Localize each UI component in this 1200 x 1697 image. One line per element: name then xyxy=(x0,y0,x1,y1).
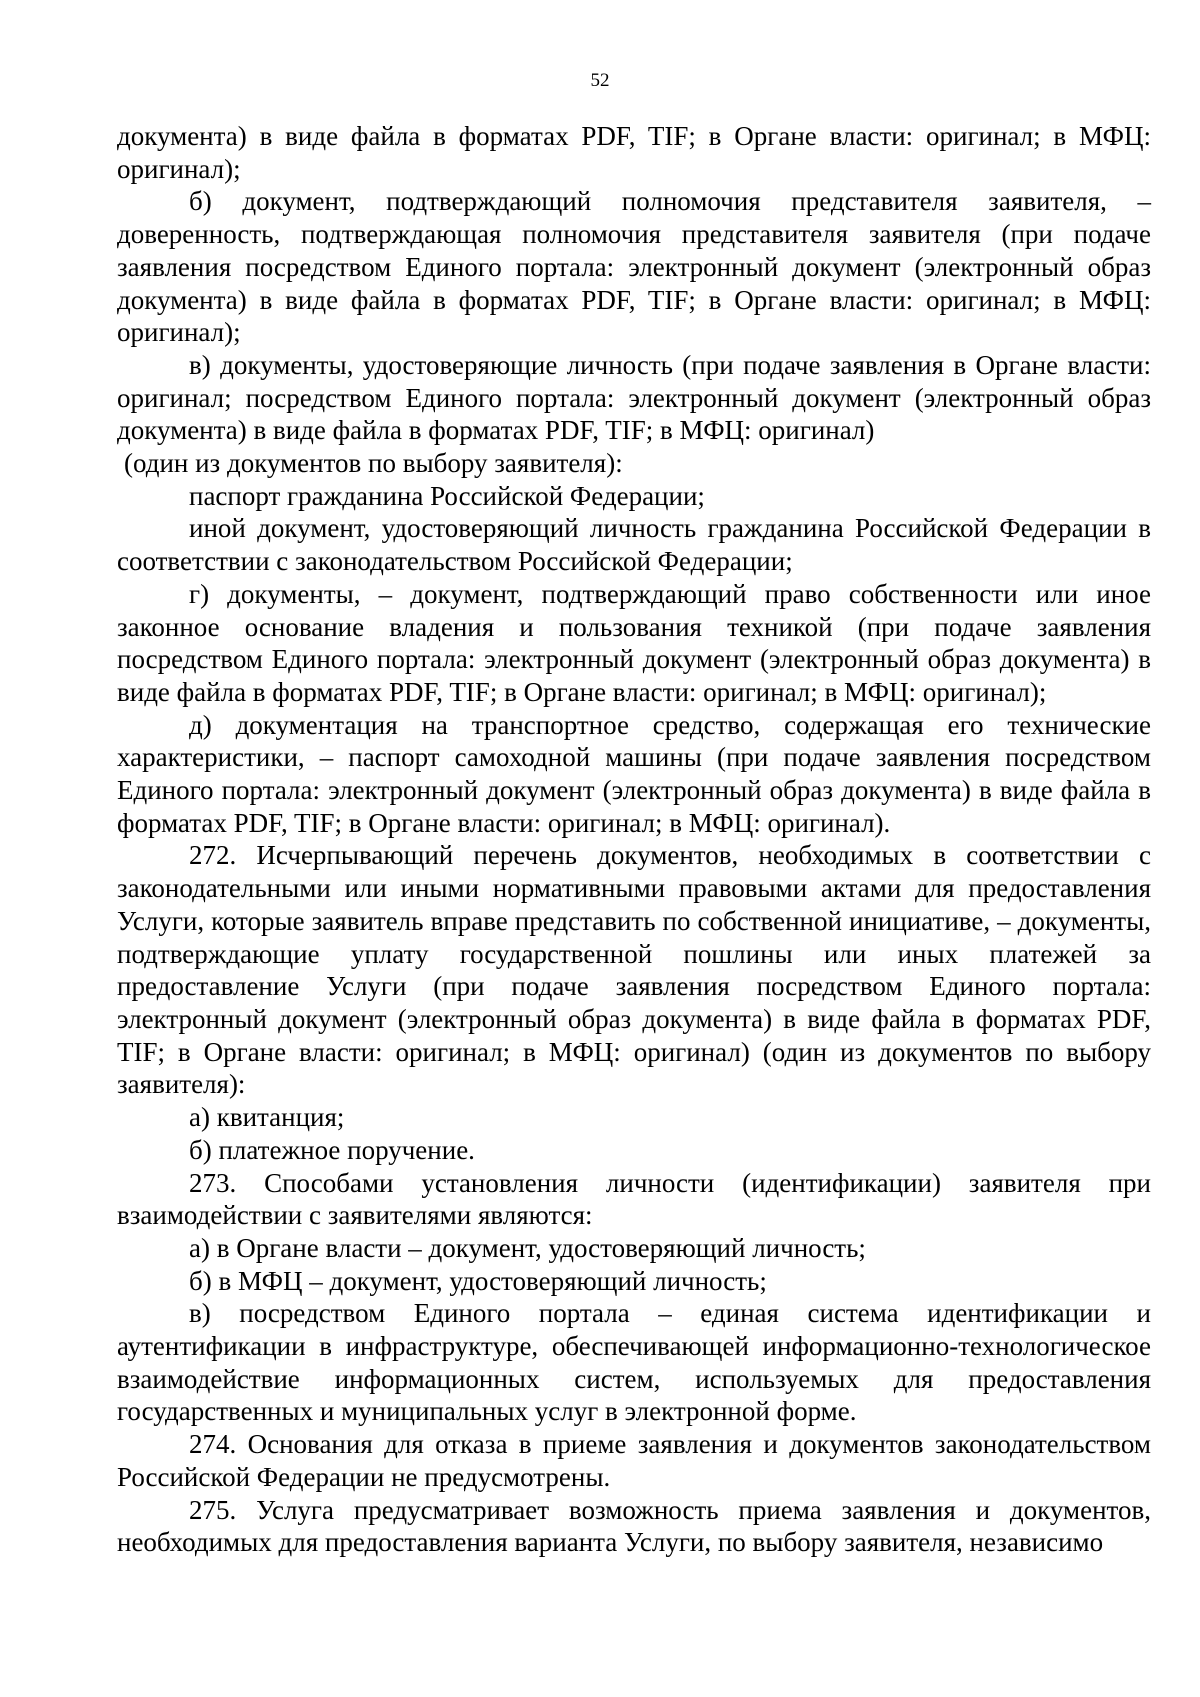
paragraph-item-d-vehicle: д) документация на транспортное средство, содержащая его технические характеристики, – паспорт самоходной машины (при подаче заявления посредством Единого портала: электронный документ (электронный образ документа) в виде файла в форматах PDF, TIF; в Органе власти: оригинал; в МФЦ: оригинал). xyxy=(117,709,1151,838)
document-body xyxy=(117,120,1151,1559)
paragraph-273: 273. Способами установления личности (идентификации) заявителя при взаимодействии с заявителями являются: xyxy=(117,1167,1151,1231)
paragraph-other-document: иной документ, удостоверяющий личность гражданина Российской Федерации в соответствии с законодательством Российской Федерации; xyxy=(117,513,1151,577)
paragraph-273-a: а) в Органе власти – документ, удостоверяющий личность; xyxy=(189,1232,866,1263)
paragraph-receipt: а) квитанция; xyxy=(189,1102,345,1133)
paragraph-273-b: б) в МФЦ – документ, удостоверяющий личность; xyxy=(189,1265,767,1296)
paragraph-item-b-representative: б) документ, подтверждающий полномочия представителя заявителя, – доверенность, подтверждающая полномочия представителя заявителя (при подаче заявления посредством Единого портала: электронный документ (электронный образ документа) в виде файла в форматах PDF, TIF; в Органе власти: оригинал; в МФЦ: оригинал); xyxy=(117,186,1151,348)
paragraph-item-v-identity: в) документы, удостоверяющие личность (при подаче заявления в Органе власти: оригинал; посредством Единого портала: электронный документ (электронный образ документа) в виде файла в форматах PDF, TIF; в МФЦ: оригинал) xyxy=(117,349,1151,446)
paragraph-passport: паспорт гражданина Российской Федерации; xyxy=(189,480,705,511)
paragraph-payment-order: б) платежное поручение. xyxy=(189,1134,475,1165)
paragraph-choice-note: (один из документов по выбору заявителя): xyxy=(124,448,623,479)
paragraph-item-g-ownership: г) документы, – документ, подтверждающий право собственности или иное законное основание владения и пользования техникой (при подаче заявления посредством Единого портала: электронный документ (электронный образ документа) в виде файла в форматах PDF, TIF; в Органе власти: оригинал; в МФЦ: оригинал); xyxy=(117,578,1151,707)
paragraph-274: 274. Основания для отказа в приеме заявления и документов законодательством Российской Федерации не предусмотрены. xyxy=(117,1429,1151,1492)
page-number: 52 xyxy=(590,70,610,91)
paragraph: документа) в виде файла в форматах PDF, TIF; в Органе власти: оригинал; в МФЦ: оригинал); xyxy=(117,121,1151,184)
paragraph-273-v: в) посредством Единого портала – единая система идентификации и аутентификации в инфраструктуре, обеспечивающей информационно-технологическое взаимодействие информационных систем, используемых для предоставления государственных и муниципальных услуг в электронной форме. xyxy=(117,1298,1151,1427)
paragraph-272: 272. Исчерпывающий перечень документов, необходимых в соответствии с законодательными или иными нормативными правовыми актами для предоставления Услуги, которые заявитель вправе представить по собственной инициативе, – документы, подтверждающие уплату государственной пошлины или иных платежей за предоставление Услуги (при подаче заявления посредством Единого портала: электронный документ (электронный образ документа) в виде файла в форматах PDF, TIF; в Органе власти: оригинал; в МФЦ: оригинал) (один из документов по выбору заявителя): xyxy=(117,840,1151,1100)
paragraph-275: 275. Услуга предусматривает возможность приема заявления и документов, необходимых для предоставления варианта Услуги, по выбору заявителя, независимо xyxy=(117,1494,1151,1558)
